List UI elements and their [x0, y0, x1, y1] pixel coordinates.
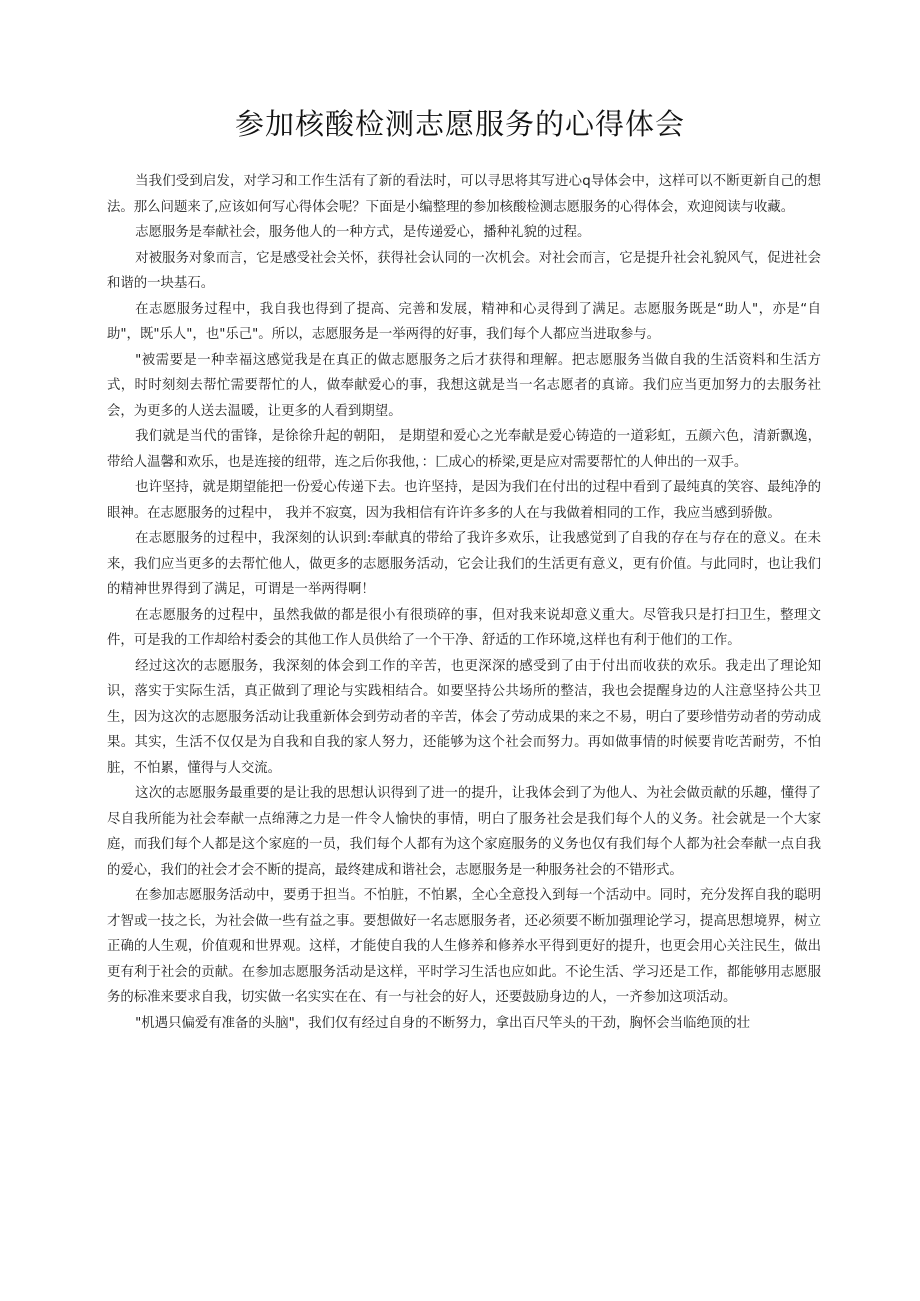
- paragraph: 也许坚持，就是期望能把一份爱心传递下去。也许坚持，是因为我们在付出的过程中看到了最纯真的笑容、最纯净的眼神。在志愿服务的过程中， 我并不寂寞，因为我相信有许许多多的人在与我做着相同的工作，我应当感到骄傲。: [107, 480, 821, 521]
- paragraph: 我们就是当代的雷锋，是徐徐升起的朝阳， 是期望和爱心之光奉献是爱心铸造的一道彩虹，五颜六色，清新飘逸，带给人温馨和欢乐，也是连接的纽带，连之后你我他，：匚成心的桥梁,更是应对需要帮忙的人伸出的一双手。: [107, 429, 821, 470]
- paragraph: 经过这次的志愿服务，我深刻的体会到工作的辛苦，也更深深的感受到了由于付出而收获的欢乐。我走出了理论知识，落实于实际生活，真正做到了理论与实践相结合。如要坚持公共场所的整洁，我也会提醒身边的人注意坚持公共卫生，因为这次的志愿服务活动让我重新体会到劳动者的辛苦，体会了劳动成果的来之不易，明白了要珍惜劳动者的劳动成果。其实，生活不仅仅是为自我和自我的家人努力，还能够为这个社会而努力。再如做事情的时候要肯吃苦耐劳，不怕脏，不怕累，懂得与人交流。: [107, 658, 821, 776]
- paragraph: 这次的志愿服务最重要的是让我的思想认识得到了进一的提升，让我体会到了为他人、为社会做贡献的乐趣，懂得了尽自我所能为社会奉献一点绵薄之力是一件令人愉快的事情，明白了服务社会是我们每个人的义务。社会就是一个大家庭，而我们每个人都是这个家庭的一员，我们每个人都有为这个家庭服务的义务也仅有我们每个人都为社会奉献一点自我的爱心，我们的社会才会不断的提高，最终建成和谐社会，志愿服务是一种服务社会的不错形式。: [107, 786, 821, 878]
- paragraph: 在志愿服务过程中，我自我也得到了提高、完善和发展，精神和心灵得到了满足。志愿服务既是“助人"，亦是“自助"，既"乐人"，也"乐己"。所以，志愿服务是一举两得的好事，我们每个人都应当进取参与。: [107, 301, 821, 342]
- paragraph: 在志愿服务的过程中，我深刻的认识到:奉献真的带给了我许多欢乐，让我感觉到了自我的存在与存在的意义。在未来，我们应当更多的去帮忙他人，做更多的志愿服务活动，它会让我们的生活更有意义，更有价值。与此同时，也让我们的精神世界得到了满足，可谓是一举两得啊！: [107, 531, 821, 597]
- paragraph: 志愿服务是奉献社会，服务他人的一种方式，是传递爱心，播种礼貌的过程。: [135, 225, 591, 240]
- paragraph: 在志愿服务的过程中，虽然我做的都是很小有很琐碎的事，但对我来说却意义重大。尽管我只是打扫卫生，整理文件，可是我的工作却给村委会的其他工作人员供给了一个干净、舒适的工作环境,这样也有利于他们的工作。: [107, 607, 821, 648]
- paragraph: "被需要是一种幸福这感觉我是在真正的做志愿服务之后才获得和理解。把志愿服务当做自我的生活资料和生活方式，时时刻刻去帮忙需要帮忙的人，做奉献爱心的事，我想这就是当一名志愿者的真谛。我们应当更加努力的去服务社会，为更多的人送去温暖，让更多的人看到期望。: [107, 352, 821, 419]
- paragraph: 对被服务对象而言，它是感受社会关怀，获得社会认同的一次机会。对社会而言，它是提升社会礼貌风气，促进社会和谐的一块基石。: [107, 250, 821, 291]
- paragraph-truncated: "机遇只偏爱有准备的头脑"，我们仅有经过自身的不断努力，拿出百尺竿头的干劲，胸怀会当临绝顶的壮: [135, 1015, 751, 1031]
- paragraph: 在参加志愿服务活动中，要勇于担当。不怕脏，不怕累，全心全意投入到每一个活动中。同时，充分发挥自我的聪明才智或一技之长，为社会做一些有益之事。要想做好一名志愿服务者，还必须要不断加强理论学习，提高思想境界，树立正确的人生观，价值观和世界观。这样，才能使自我的人生修养和修养水平得到更好的提升，也更会用心关注民生，做出更有利于社会的贡献。在参加志愿服务活动是这样，平时学习生活也应如此。不论生活、学习还是工作，都能够用志愿服务的标准来要求自我，切实做一名实实在在、有一与社会的好人，还要鼓励身边的人，一齐参加这项活动。: [107, 888, 821, 1005]
- page-title: 参加核酸检测志愿服务的心得体会: [234, 107, 685, 141]
- document-body: [107, 169, 821, 1036]
- paragraph-intro: 当我们受到启发，对学习和工作生活有了新的看法时，可以寻思将其写进心q导体会中，这样可以不断更新自己的想法。那么问题来了,应该如何写心得体会呢？下面是小编整理的参加核酸检测志愿服务的心得体会，欢迎阅读与收藏。: [107, 174, 821, 215]
